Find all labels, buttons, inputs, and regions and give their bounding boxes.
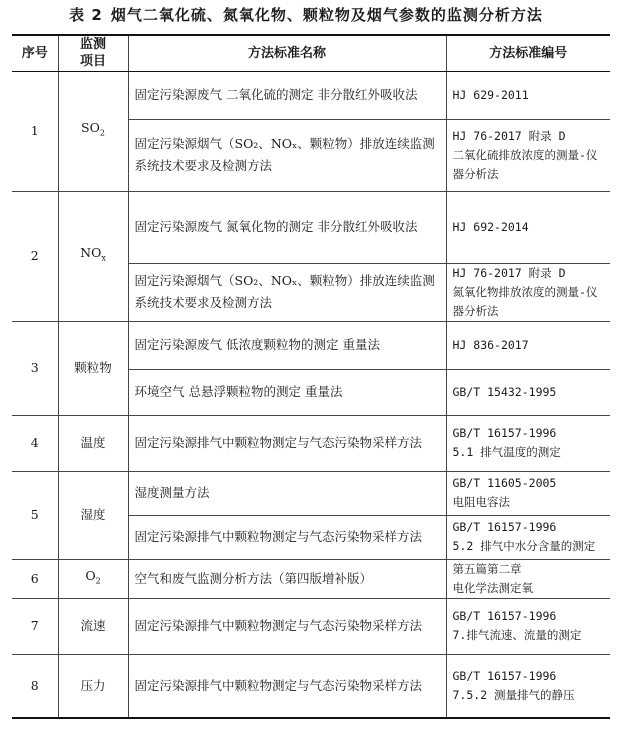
cell-item [58, 471, 128, 559]
cell-item [58, 191, 128, 321]
cell-method-name: 固定污染源烟气（SO₂、NOₓ、颗粒物）排放连续监测系统技术要求及检测方法 [128, 263, 446, 321]
header-item: 监测 项目 [58, 35, 128, 71]
cell-method-code [446, 654, 610, 718]
item-subscript: 2 [99, 128, 105, 138]
cell-seq: 1 [12, 71, 58, 191]
cell-method-name: 环境空气 总悬浮颗粒物的测定 重量法 [128, 369, 446, 415]
table-row [12, 415, 610, 471]
item-subscript: x [101, 253, 106, 263]
header-method-name: 方法标准名称 [128, 35, 446, 71]
table-title [0, 4, 620, 26]
method-code-line: HJ 76-2017 附录 D [452, 128, 566, 143]
cell-method-name: 湿度测量方法 [128, 471, 446, 515]
item-label: SO [81, 120, 100, 136]
method-code-line: HJ 692-2014 [452, 219, 529, 234]
item-label: 湿度 [80, 507, 106, 522]
method-code-line: 第五篇第二章 [452, 561, 522, 576]
cell-item [58, 654, 128, 718]
cell-seq: 2 [12, 191, 58, 321]
cell-method-code [446, 471, 610, 515]
cell-method-name: 固定污染源废气 低浓度颗粒物的测定 重量法 [128, 321, 446, 369]
cell-method-name: 固定污染源排气中颗粒物测定与气态污染物采样方法 [128, 598, 446, 654]
table-row [12, 559, 610, 598]
cell-item [58, 559, 128, 598]
cell-method-code [446, 598, 610, 654]
method-code-line: HJ 76-2017 附录 D [452, 265, 566, 280]
table-row [12, 598, 610, 654]
cell-method-code [446, 415, 610, 471]
cell-seq: 8 [12, 654, 58, 718]
cell-method-name: 固定污染源排气中颗粒物测定与气态污染物采样方法 [128, 654, 446, 718]
method-code-line: GB/T 11605-2005 [452, 476, 557, 490]
method-code-line: GB/T 16157-1996 [452, 520, 557, 534]
item-label: NO [80, 245, 102, 261]
method-code-line: GB/T 16157-1996 [452, 609, 557, 623]
method-code-line: HJ 836-2017 [452, 337, 529, 352]
header-seq: 序号 [12, 35, 58, 71]
method-code-line: 电化学法测定氧 [452, 580, 533, 595]
method-code-line: GB/T 15432-1995 [452, 384, 557, 399]
method-code-line: 7.5.2 测量排气的静压 [452, 687, 575, 702]
cell-method-code [446, 559, 610, 598]
table-caption: 烟气二氧化硫、氮氧化物、颗粒物及烟气参数的监测分析方法 [110, 6, 543, 24]
item-label: 温度 [80, 435, 106, 450]
cell-method-name: 空气和废气监测分析方法（第四版增补版） [128, 559, 446, 598]
cell-item [58, 598, 128, 654]
table-number: 表 2 [69, 6, 103, 24]
cell-method-code [446, 321, 610, 369]
cell-method-name: 固定污染源废气 二氧化硫的测定 非分散红外吸收法 [128, 71, 446, 119]
item-label: 压力 [80, 677, 106, 693]
cell-item [58, 321, 128, 415]
cell-method-code [446, 191, 610, 263]
cell-seq: 3 [12, 321, 58, 415]
monitoring-methods-table [12, 34, 610, 719]
table-body [12, 71, 610, 718]
method-code-line: GB/T 16157-1996 [452, 426, 557, 440]
method-code-line: 5.2 排气中水分含量的测定 [452, 539, 596, 553]
cell-method-code [446, 515, 610, 559]
cell-item [58, 71, 128, 191]
cell-method-code [446, 119, 610, 191]
method-code-line: HJ 629-2011 [452, 87, 529, 102]
method-code-line: 氮氧化物排放浓度的测量-仪器分析法 [452, 284, 598, 318]
table-row [12, 321, 610, 369]
table-row [12, 654, 610, 718]
cell-seq: 6 [12, 559, 58, 598]
item-label: 流速 [80, 618, 106, 633]
cell-seq: 7 [12, 598, 58, 654]
method-code-line: 二氧化硫排放浓度的测量-仪器分析法 [452, 147, 598, 181]
cell-seq: 4 [12, 415, 58, 471]
cell-method-name: 固定污染源排气中颗粒物测定与气态污染物采样方法 [128, 515, 446, 559]
cell-method-name: 固定污染源烟气（SO₂、NOₓ、颗粒物）排放连续监测系统技术要求及检测方法 [128, 119, 446, 191]
item-subscript: 2 [95, 576, 101, 586]
table-row [12, 71, 610, 119]
item-label: 颗粒物 [74, 360, 112, 375]
cell-method-code [446, 369, 610, 415]
method-code-line: 7.排气流速、流量的测定 [452, 628, 582, 642]
item-label: O [85, 567, 96, 583]
table-header-row [12, 35, 610, 71]
cell-item [58, 415, 128, 471]
method-code-line: 电阻电容法 [452, 495, 510, 509]
cell-method-code [446, 71, 610, 119]
table-row [12, 471, 610, 515]
cell-method-name: 固定污染源废气 氮氧化物的测定 非分散红外吸收法 [128, 191, 446, 263]
method-code-line: GB/T 16157-1996 [452, 668, 557, 683]
cell-seq: 5 [12, 471, 58, 559]
table-row [12, 191, 610, 263]
cell-method-name: 固定污染源排气中颗粒物测定与气态污染物采样方法 [128, 415, 446, 471]
header-method-code: 方法标准编号 [446, 35, 610, 71]
cell-method-code [446, 263, 610, 321]
method-code-line: 5.1 排气温度的测定 [452, 445, 561, 459]
